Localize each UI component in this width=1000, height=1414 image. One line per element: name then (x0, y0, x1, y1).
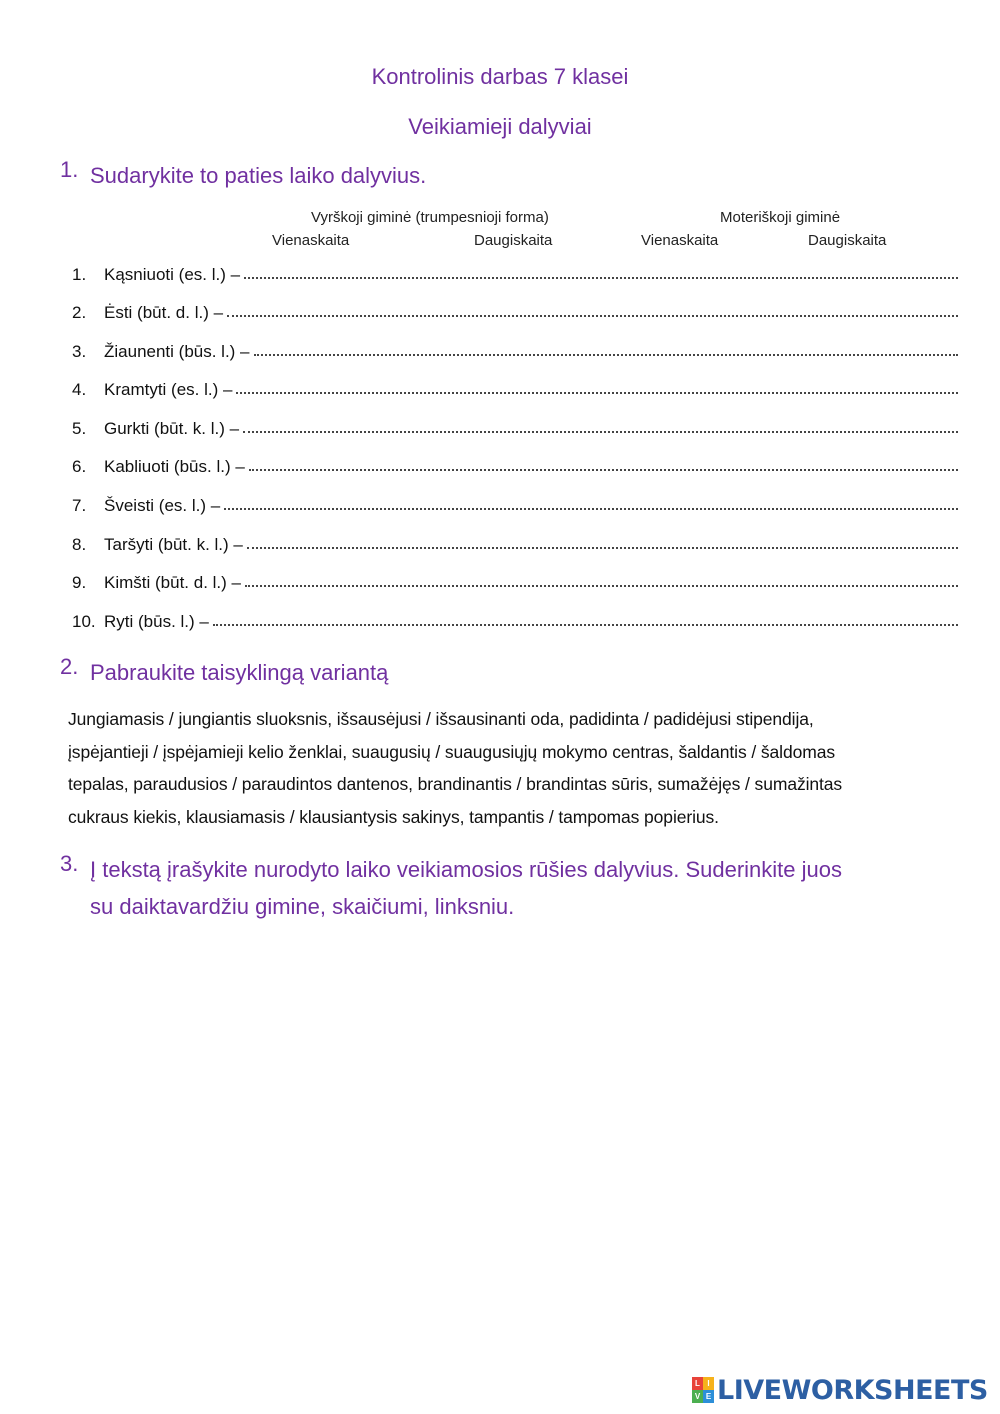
exercise-row (72, 535, 958, 555)
logo-mark-letter: L (692, 1377, 703, 1390)
answer-line[interactable] (245, 581, 958, 587)
section-3-line-1: Į tekstą įrašykite nurodyto laiko veikiamosios rūšies dalyvius. Suderinkite juos (90, 857, 842, 882)
section-1-instruction: Sudarykite to paties laiko dalyvius. (90, 163, 427, 188)
row-verb: Gurkti (būt. k. l.) – (104, 419, 240, 438)
row-number: 5. (72, 419, 87, 438)
logo-mark-letter: V (692, 1390, 703, 1403)
section-2-number: 2. (60, 654, 79, 679)
row-number: 7. (72, 496, 87, 515)
exercise-row (72, 573, 958, 593)
row-number: 2. (72, 303, 87, 322)
row-number: 6. (72, 457, 87, 476)
row-number: 8. (72, 535, 87, 554)
column-group-masculine: Vyrškoji giminė (trumpesnioji forma) (311, 209, 549, 226)
row-verb: Kąsniuoti (es. l.) – (104, 265, 241, 284)
row-number: 9. (72, 573, 87, 592)
column-group-feminine: Moteriškoji giminė (720, 209, 841, 226)
row-number: 4. (72, 380, 87, 399)
section-2-instruction: Pabraukite taisyklingą variantą (90, 660, 389, 685)
answer-line[interactable] (227, 311, 958, 317)
section-3-instruction (90, 851, 842, 925)
row-number: 1. (72, 265, 87, 284)
page-title: Kontrolinis darbas 7 klasei (371, 64, 629, 89)
row-number: 10. (72, 612, 96, 631)
answer-line[interactable] (249, 465, 958, 471)
page-subtitle: Veikiamieji dalyviai (408, 114, 592, 139)
exercise-row (72, 419, 958, 439)
row-verb: Kramtyti (es. l.) – (104, 380, 233, 399)
row-verb: Kimšti (būt. d. l.) – (104, 573, 241, 592)
liveworksheets-logo (692, 1372, 988, 1408)
exercise-row (72, 265, 958, 285)
answer-line[interactable] (254, 350, 958, 356)
logo-mark-letter: E (703, 1390, 714, 1403)
row-verb: Šveisti (es. l.) – (104, 496, 221, 515)
column-masculine-singular: Vienaskaita (272, 232, 350, 249)
paragraph-line: cukraus kiekis, klausiamasis / klausiantysis sakinys, tampantis / tampomas popierius. (68, 806, 719, 827)
column-feminine-plural: Daugiskaita (808, 232, 887, 249)
logo-mark-letter: I (703, 1377, 714, 1390)
section-3-heading (60, 851, 842, 925)
row-number: 3. (72, 342, 87, 361)
section-3-number: 3. (60, 851, 79, 876)
exercise-row (72, 612, 958, 632)
column-masculine-plural: Daugiskaita (474, 232, 553, 249)
answer-line[interactable] (243, 427, 958, 433)
exercise-row (72, 380, 958, 400)
answer-line[interactable] (213, 620, 958, 626)
answer-line[interactable] (244, 273, 958, 279)
row-verb: Ėsti (būt. d. l.) – (104, 303, 224, 322)
section-2-heading (60, 654, 388, 691)
row-verb: Žiaunenti (būs. l.) – (104, 342, 250, 361)
answer-line[interactable] (224, 504, 958, 510)
exercise-row (72, 457, 958, 477)
answer-line[interactable] (236, 388, 958, 394)
exercise-row (72, 496, 958, 516)
logo-text: LIVEWORKSHEETS (717, 1374, 988, 1406)
section-3-line-2: su daiktavardžiu gimine, skaičiumi, linksniu. (90, 894, 515, 919)
column-feminine-singular: Vienaskaita (641, 232, 719, 249)
section-1-number: 1. (60, 157, 79, 182)
section-2-paragraph (68, 703, 958, 833)
row-verb: Ryti (būs. l.) – (104, 612, 209, 631)
row-verb: Kabliuoti (būs. l.) – (104, 457, 245, 476)
section-1-heading (60, 157, 426, 194)
paragraph-line: Jungiamasis / jungiantis sluoksnis, išsausėjusi / išsausinanti oda, padidinta / padidėjusi stipendija, (68, 709, 814, 729)
paragraph-line: tepalas, paraudusios / paraudintos dantenos, brandinantis / brandintas sūris, sumažėjęs / sumažintas (68, 774, 843, 794)
answer-line[interactable] (247, 543, 958, 549)
row-verb: Taršyti (būt. k. l.) – (104, 535, 243, 554)
paragraph-line: įspėjantieji / įspėjamieji kelio ženklai, suaugusių / suaugusiųjų mokymo centras, šaldantis / šaldomas (68, 741, 835, 762)
exercise-row (72, 303, 958, 323)
exercise-row (72, 342, 958, 362)
logo-mark-icon (692, 1377, 714, 1403)
